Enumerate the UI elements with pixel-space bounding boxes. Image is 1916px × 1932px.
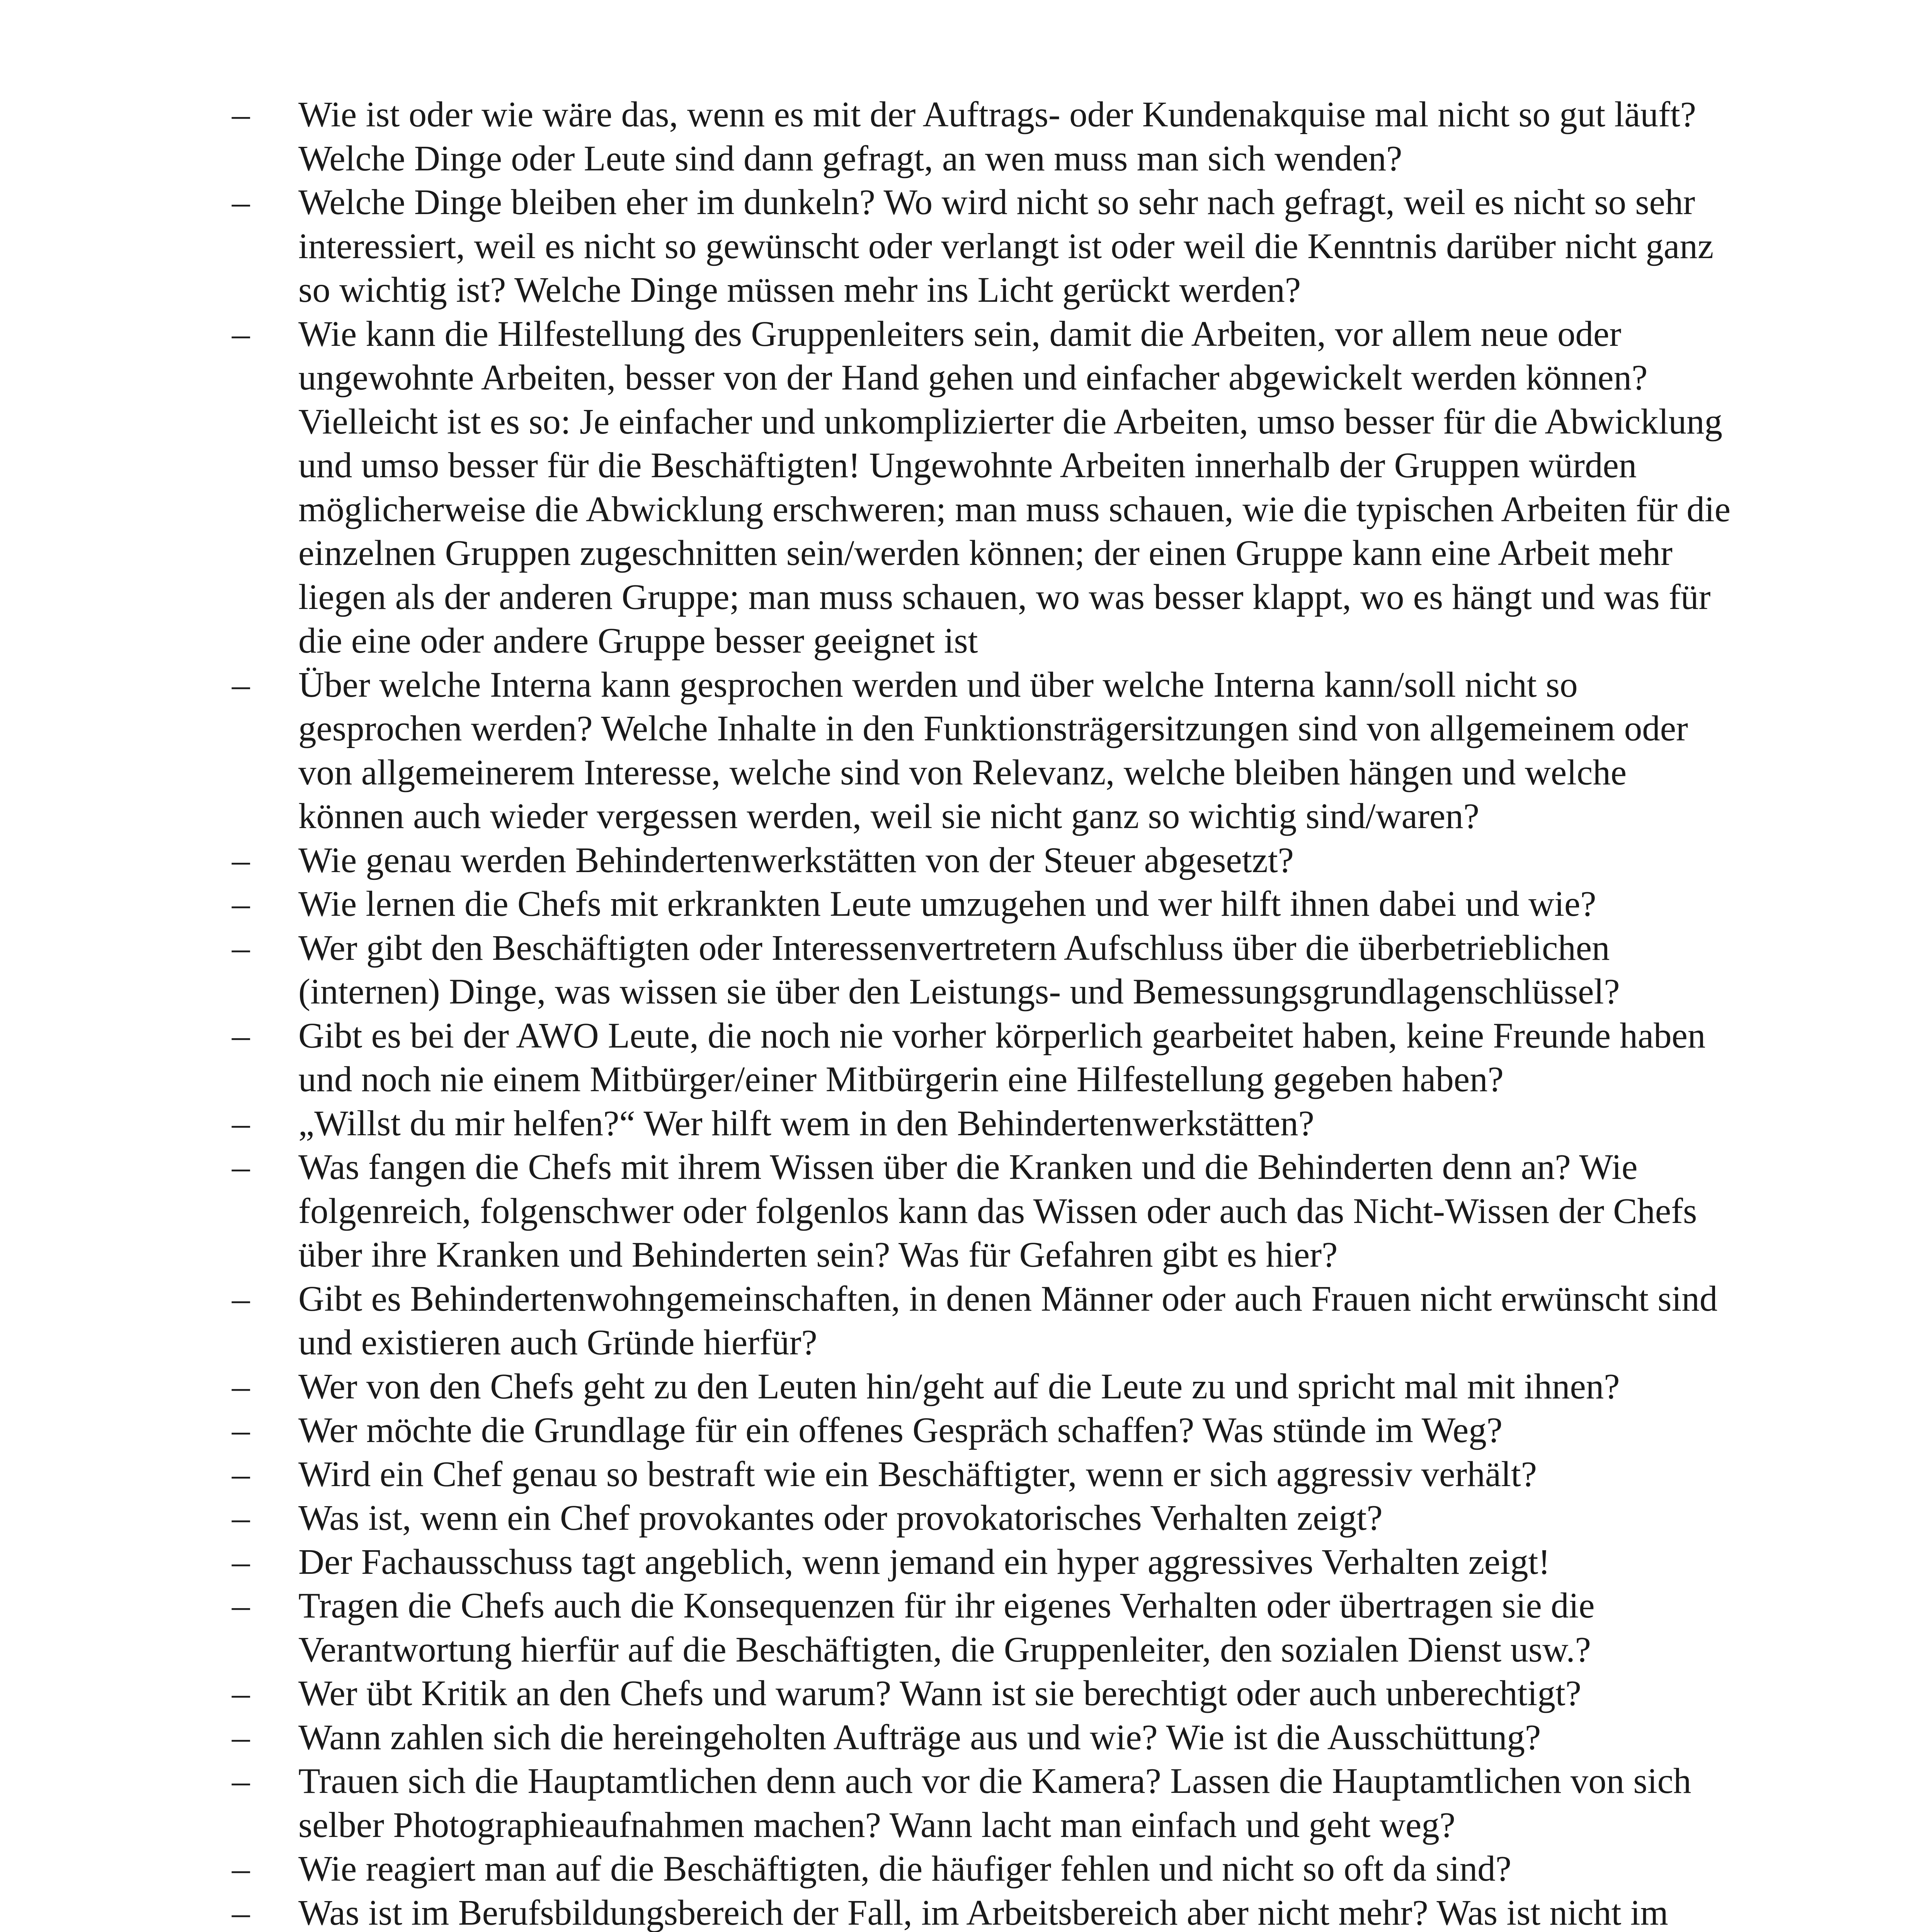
bullet-dash: – <box>232 1586 250 1626</box>
bullet-dash: – <box>232 1893 250 1932</box>
list-item <box>232 1540 1739 1584</box>
list-item-text: Wie lernen die Chefs mit erkrankten Leute umzugehen und wer hilft ihnen dabei und wie? <box>298 884 1596 924</box>
list-item <box>232 1102 1739 1146</box>
bullet-dash: – <box>232 1717 250 1757</box>
bullet-dash: – <box>232 1498 250 1538</box>
list-item <box>232 1672 1739 1716</box>
list-item <box>232 1452 1739 1497</box>
list-item <box>232 1716 1739 1760</box>
list-item-text: Wird ein Chef genau so bestraft wie ein Beschäftigter, wenn er sich aggressiv verhält? <box>298 1454 1537 1494</box>
list-item-text: Über welche Interna kann gesprochen werden und über welche Interna kann/soll nicht so gesprochen werden? Welche Inhalte in den Funktionsträgersitzungen sind von allgemeinem oder von allgemeinerem Interesse, welche sind von Relevanz, welche bleiben hängen und welche können auch wieder vergessen werden, weil sie nicht ganz so wichtig sind/waren? <box>298 665 1688 836</box>
list-item-text: Wer von den Chefs geht zu den Leuten hin/geht auf die Leute zu und spricht mal mit ihnen? <box>298 1366 1620 1406</box>
bullet-dash: – <box>232 1279 250 1319</box>
list-item <box>232 312 1739 663</box>
list-item-text: Wer gibt den Beschäftigten oder Interessenvertretern Aufschluss über die überbetrieblichen (internen) Dinge, was wissen sie über den Leistungs- und Bemessungsgrundlagenschlüssel? <box>298 928 1620 1012</box>
bullet-dash: – <box>232 1103 250 1143</box>
list-item <box>232 926 1739 1014</box>
list-item <box>232 180 1739 312</box>
list-item <box>232 1408 1739 1452</box>
bullet-dash: – <box>232 95 250 134</box>
list-item <box>232 838 1739 883</box>
list-item-text: Wie reagiert man auf die Beschäftigten, die häufiger fehlen und nicht so oft da sind? <box>298 1849 1512 1889</box>
list-item-text: Was fangen die Chefs mit ihrem Wissen über die Kranken und die Behinderten denn an? Wie folgenreich, folgenschwer oder folgenlos kann das Wissen oder auch das Nicht-Wissen der Chefs über ihre Kranken und Behinderten sein? Was für Gefahren gibt es hier? <box>298 1147 1697 1275</box>
question-list <box>232 93 1739 1932</box>
bullet-dash: – <box>232 314 250 354</box>
list-item <box>232 1014 1739 1102</box>
list-item <box>232 93 1739 180</box>
bullet-dash: – <box>232 840 250 880</box>
list-item-text: Wann zahlen sich die hereingeholten Aufträge aus und wie? Wie ist die Ausschüttung? <box>298 1717 1541 1757</box>
list-item-text: Der Fachausschuss tagt angeblich, wenn jemand ein hyper aggressives Verhalten zeigt! <box>298 1542 1550 1582</box>
list-item <box>232 882 1739 926</box>
list-item-text: Wie genau werden Behindertenwerkstätten von der Steuer abgesetzt? <box>298 840 1294 880</box>
list-item <box>232 1365 1739 1409</box>
list-item <box>232 1759 1739 1847</box>
list-item-text: Trauen sich die Hauptamtlichen denn auch vor die Kamera? Lassen die Hauptamtlichen von sich selber Photographieaufnahmen machen? Wann lacht man einfach und geht weg? <box>298 1761 1691 1845</box>
list-item-text: „Willst du mir helfen?“ Wer hilft wem in den Behindertenwerkstätten? <box>298 1103 1314 1143</box>
list-item <box>232 663 1739 838</box>
list-item-text: Wer möchte die Grundlage für ein offenes Gespräch schaffen? Was stünde im Weg? <box>298 1410 1503 1450</box>
list-item <box>232 1145 1739 1277</box>
list-item-text: Was ist, wenn ein Chef provokantes oder provokatorisches Verhalten zeigt? <box>298 1498 1383 1538</box>
bullet-dash: – <box>232 182 250 222</box>
list-item-text: Gibt es bei der AWO Leute, die noch nie vorher körperlich gearbeitet haben, keine Freunde haben und noch nie einem Mitbürger/einer Mitbürgerin eine Hilfestellung gegeben haben? <box>298 1015 1706 1099</box>
list-item-text: Wer übt Kritik an den Chefs und warum? Wann ist sie berechtigt oder auch unberechtigt? <box>298 1673 1581 1713</box>
list-item <box>232 1496 1739 1540</box>
list-item-text: Wie kann die Hilfestellung des Gruppenleiters sein, damit die Arbeiten, vor allem neue oder ungewohnte Arbeiten, besser von der Hand gehen und einfacher abgewickelt werden können? Vielleicht ist es so: Je einfacher und unkomplizierter die Arbeiten, umso besser für die Abwicklung und umso besser für die Beschäftigten! Ungewohnte Arbeiten innerhalb der Gruppen würden möglicherweise die Abwicklung erschweren; man muss schauen, wie die typischen Arbeiten für die einzelnen Gruppen zugeschnitten sein/werden können; der einen Gruppe kann eine Arbeit mehr liegen als der anderen Gruppe; man muss schauen, wo was besser klappt, wo es hängt und was für die eine oder andere Gruppe besser geeignet ist <box>298 314 1731 661</box>
list-item <box>232 1584 1739 1672</box>
list-item-text: Welche Dinge bleiben eher im dunkeln? Wo wird nicht so sehr nach gefragt, weil es nicht so sehr interessiert, weil es nicht so gewünscht oder verlangt ist oder weil die Kenntnis darüber nicht ganz so wichtig ist? Welche Dinge müssen mehr ins Licht gerückt werden? <box>298 182 1714 310</box>
bullet-dash: – <box>232 928 250 968</box>
bullet-dash: – <box>232 1015 250 1056</box>
bullet-dash: – <box>232 1147 250 1187</box>
bullet-dash: – <box>232 1761 250 1801</box>
list-item-text: Wie ist oder wie wäre das, wenn es mit der Auftrags- oder Kundenakquise mal nicht so gut läuft? Welche Dinge oder Leute sind dann gefragt, an wen muss man sich wenden? <box>298 95 1696 179</box>
bullet-dash: – <box>232 884 250 924</box>
list-item-text: Tragen die Chefs auch die Konsequenzen für ihr eigenes Verhalten oder übertragen sie die Verantwortung hierfür auf die Beschäftigten, die Gruppenleiter, den sozialen Dienst usw.? <box>298 1586 1595 1670</box>
bullet-dash: – <box>232 1849 250 1889</box>
bullet-dash: – <box>232 1542 250 1582</box>
bullet-dash: – <box>232 1410 250 1450</box>
bullet-dash: – <box>232 1366 250 1406</box>
bullet-dash: – <box>232 1454 250 1494</box>
list-item-text: Was ist im Berufsbildungsbereich der Fall, im Arbeitsbereich aber nicht mehr? Was ist nicht im <box>298 1893 1668 1932</box>
list-item <box>232 1847 1739 1891</box>
list-item-text: Gibt es Behindertenwohngemeinschaften, in denen Männer oder auch Frauen nicht erwünscht sind und existieren auch Gründe hierfür? <box>298 1279 1718 1362</box>
list-item <box>232 1277 1739 1365</box>
bullet-dash: – <box>232 665 250 705</box>
bullet-dash: – <box>232 1673 250 1713</box>
list-item <box>232 1891 1739 1932</box>
